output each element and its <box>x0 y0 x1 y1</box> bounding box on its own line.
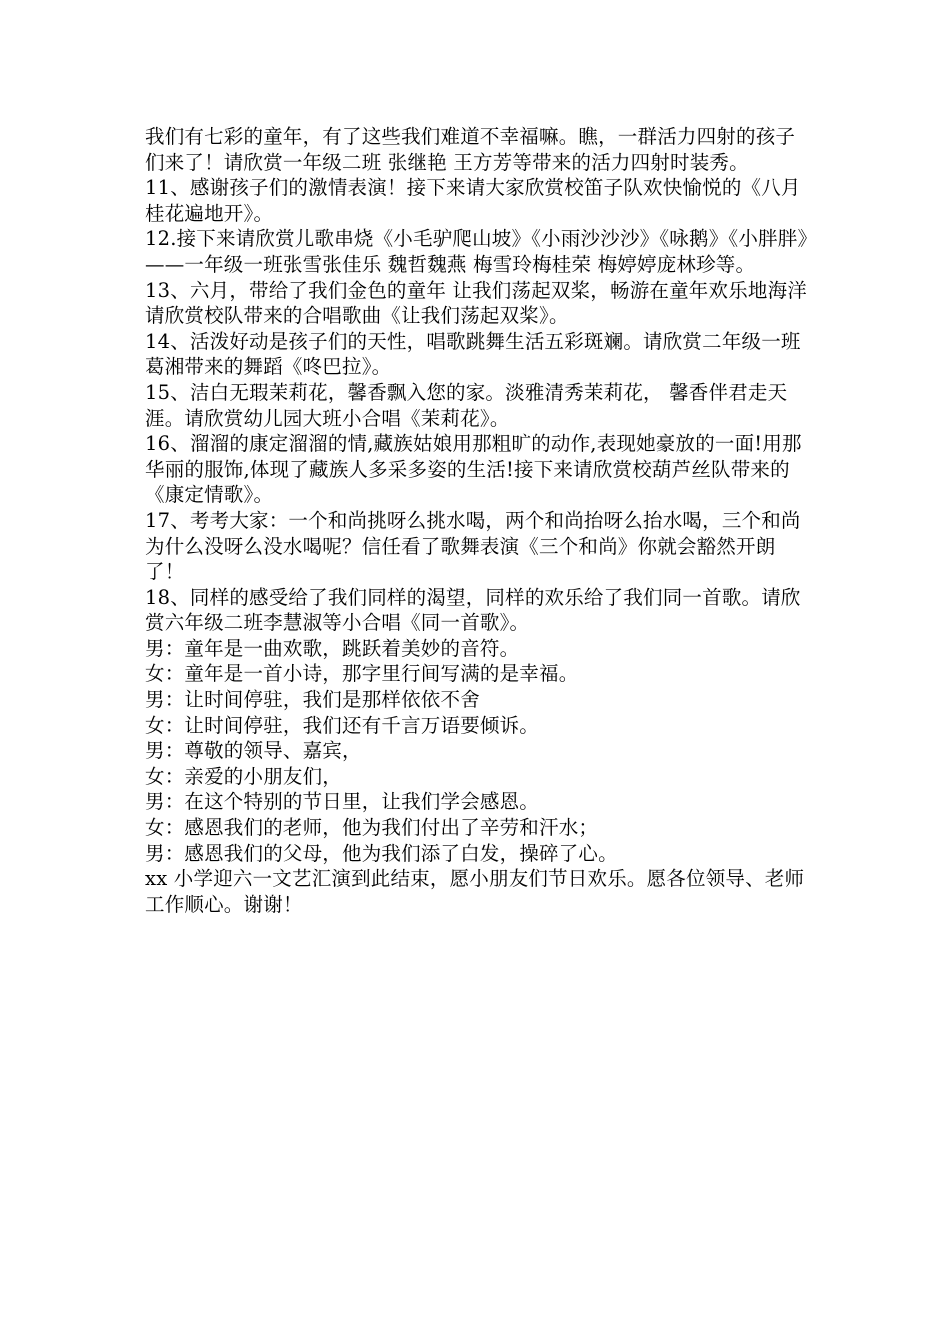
paragraph-11: 11、感谢孩子们的激情表演！接下来请大家欣赏校笛子队欢快愉悦的《八月桂花遍地开》。 <box>145 176 801 225</box>
dialogue-line-male-3: 男：尊敬的领导、嘉宾， <box>145 739 362 763</box>
dialogue-line-male-5: 男：感恩我们的父母，他为我们添了白发，操碎了心。 <box>145 841 618 865</box>
paragraph-12: 12.接下来请欣赏儿歌串烧《小毛驴爬山坡》《小雨沙沙沙》《咏鹅》《小胖胖》——一年级一班张雪张佳乐 魏哲魏燕 梅雪玲梅桂荣 梅婷婷庞林珍等。 <box>145 227 808 276</box>
paragraph-intro-fashion-show: 我们有七彩的童年，有了这些我们难道不幸福嘛。瞧，一群活力四射的孩子们来了！请欣赏一年级二班 张继艳 王方芳等带来的活力四射时装秀。 <box>145 125 796 174</box>
document-body <box>145 124 810 917</box>
paragraph-18: 18、同样的感受给了我们同样的渴望，同样的欢乐给了我们同一首歌。请欣赏六年级二班李慧淑等小合唱《同一首歌》。 <box>145 585 801 635</box>
dialogue-line-female-4: 女：感恩我们的老师，他为我们付出了辛劳和汗水； <box>145 816 599 840</box>
dialogue-line-male-4: 男：在这个特别的节日里，让我们学会感恩。 <box>145 790 540 814</box>
paragraph-15: 15、洁白无瑕茉莉花，馨香飘入您的家。淡雅清秀茉莉花， 馨香伴君走天涯。请欣赏幼儿园大班小合唱《茉莉花》。 <box>145 380 788 430</box>
closing-paragraph: xx 小学迎六一文艺汇演到此结束，愿小朋友们节日欢乐。愿各位领导、老师工作顺心。谢谢！ <box>145 867 805 916</box>
paragraph-14: 14、活泼好动是孩子们的天性，唱歌跳舞生活五彩斑斓。请欣赏二年级一班葛湘带来的舞蹈《咚巴拉》。 <box>145 329 801 379</box>
dialogue-line-female-1: 女：童年是一首小诗，那字里行间写满的是幸福。 <box>145 662 579 686</box>
dialogue-line-female-2: 女：让时间停驻，我们还有千言万语要倾诉。 <box>145 713 540 737</box>
paragraph-13: 13、六月，带给了我们金色的童年 让我们荡起双桨，畅游在童年欢乐地海洋请欣赏校队带来的合唱歌曲《让我们荡起双桨》。 <box>145 278 808 328</box>
dialogue-line-male-1: 男：童年是一曲欢歌，跳跃着美妙的音符。 <box>145 636 520 660</box>
dialogue-line-female-3: 女：亲爱的小朋友们， <box>145 764 343 788</box>
paragraph-17: 17、考考大家：一个和尚挑呀么挑水喝，两个和尚抬呀么抬水喝，三个和尚为什么没呀么没水喝呢？信任看了歌舞表演《三个和尚》你就会豁然开朗了！ <box>145 508 801 584</box>
dialogue-line-male-2: 男：让时间停驻，我们是那样依依不舍 <box>145 688 480 712</box>
paragraph-16: 16、溜溜的康定溜溜的情,藏族姑娘用那粗旷的动作,表现她豪放的一面!用那华丽的服饰,体现了藏族人多采多姿的生活!接下来请欣赏校葫芦丝队带来的《康定情歌》。 <box>145 432 802 507</box>
